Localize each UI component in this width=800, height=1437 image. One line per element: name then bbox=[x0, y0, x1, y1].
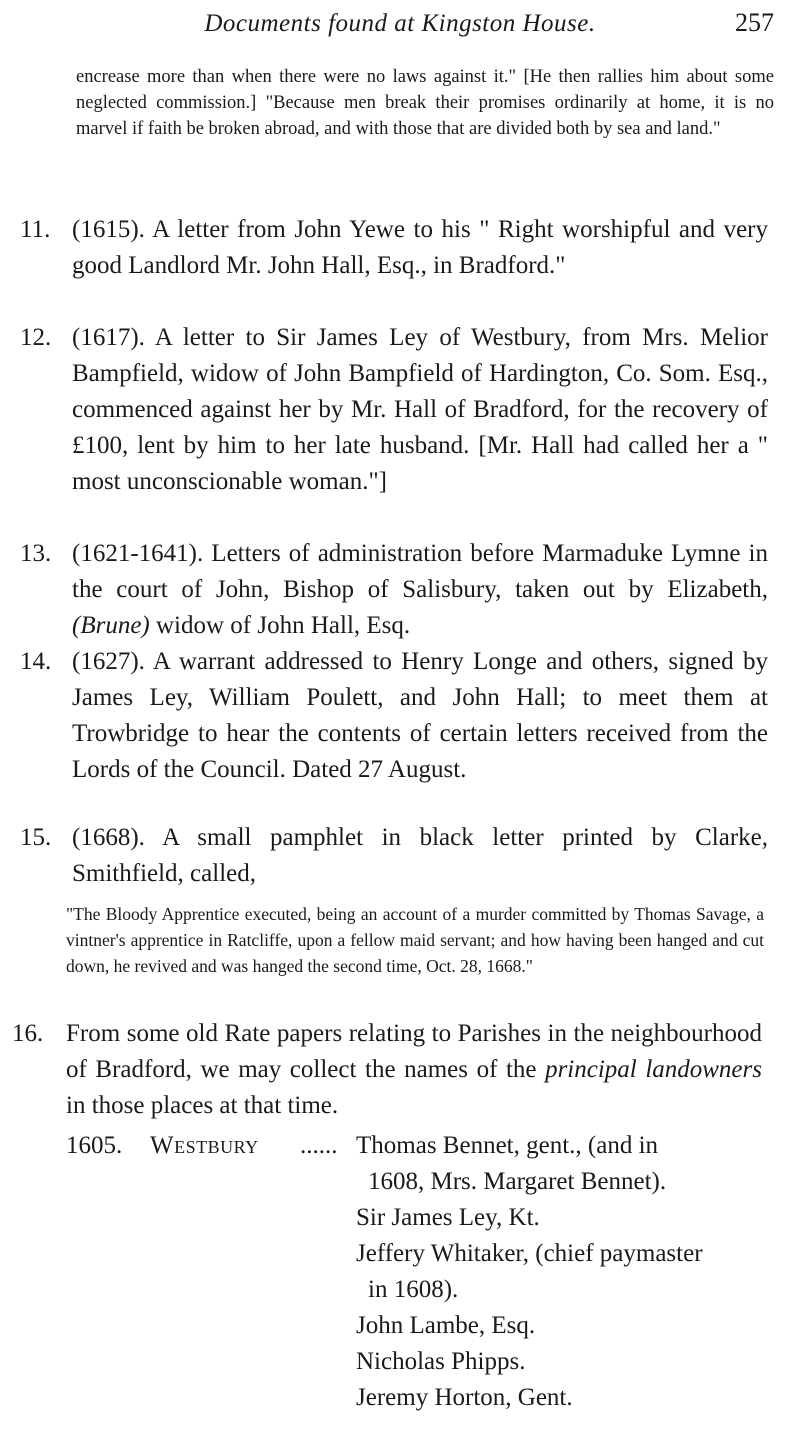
entry-text-part: widow of John Hall, Esq. bbox=[149, 612, 411, 639]
page-number: 257 bbox=[735, 8, 774, 37]
landowner-line: John Lambe, Esq. bbox=[356, 1312, 536, 1339]
pamphlet-quote: "The Bloody Apprentice executed, being an account of a murder committed by Thomas Savage, a vintner's apprentice in Ratcliffe, upon a fellow maid servant; and how having been hanged and cut down, he revived and was hanged the second time, Oct. 28, 1668." bbox=[66, 904, 764, 976]
landowner-item bbox=[356, 1308, 768, 1344]
entry-text-part: (1621-1641). Letters of administration before Marmaduke Lymne in the court of John, Bishop of Salisbury, taken out by Elizabeth, bbox=[72, 540, 768, 603]
continuation-paragraph: encrease more than when there were no laws against it." [He then rallies him about some neglected commission.] "Because men break their promises ordinarily at home, it is no marvel if faith be broken abroad, and with those that are divided both by sea and land." bbox=[76, 67, 774, 139]
entry-text: (1617). A letter to Sir James Ley of Westbury, from Mrs. Melior Bampfield, widow of John Bampfield of Hardington, Co. Som. Esq., commenced against her by Mr. Hall of Bradford, for the recovery of £100, lent by him to her late husband. [Mr. Hall had called her a " most unconscionable woman."] bbox=[72, 324, 768, 495]
entry-text: (1627). A warrant addressed to Henry Longe and others, signed by James Ley, William Poulett, and John Hall; to meet them at Trowbridge to hear the contents of certain letters received from the Lords of the Council. Dated 27 August. bbox=[72, 648, 768, 783]
entry-text-part: in those places at that time. bbox=[66, 1092, 339, 1119]
landowner-item bbox=[356, 1200, 768, 1236]
entry-text-italic: (Brune) bbox=[72, 612, 150, 639]
entry-text: (1615). A letter from John Yewe to his " Right worshipful and very good Landlord Mr. John Hall, Esq., in Bradford." bbox=[72, 216, 768, 279]
rate-place: Westbury bbox=[150, 1132, 259, 1159]
entry-number: 13. bbox=[20, 540, 52, 567]
entry-number: 14. bbox=[20, 648, 52, 675]
entry-number: 15. bbox=[20, 824, 52, 851]
landowner-item bbox=[356, 1236, 768, 1308]
landowner-item bbox=[356, 1344, 768, 1380]
running-head bbox=[0, 6, 800, 46]
entry-text-part: From some old Rate papers relating to Parishes in the neighbourhood of Bradford, we may collect the names of the bbox=[66, 1020, 762, 1083]
landowner-line: in 1608). bbox=[368, 1276, 459, 1303]
landowner-list bbox=[356, 1128, 768, 1416]
entry-number: 11. bbox=[20, 216, 51, 243]
rate-year: 1605. bbox=[66, 1132, 123, 1159]
landowner-line: Thomas Bennet, gent., (and in bbox=[356, 1132, 659, 1159]
landowner-line: Nicholas Phipps. bbox=[356, 1348, 526, 1375]
running-title: Documents found at Kingston House. bbox=[204, 10, 596, 37]
entry-text: (1668). A small pamphlet in black letter printed by Clarke, Smithfield, called, bbox=[72, 824, 768, 887]
landowner-line: Sir James Ley, Kt. bbox=[356, 1204, 540, 1231]
landowner-line: Jeffery Whitaker, (chief paymaster bbox=[356, 1240, 703, 1267]
entry-text-italic: principal landowners bbox=[545, 1056, 762, 1083]
landowner-item bbox=[356, 1380, 768, 1416]
landowner-line: 1608, Mrs. Margaret Bennet). bbox=[368, 1168, 667, 1195]
entry-number: 16. bbox=[12, 1020, 44, 1047]
entry-number: 12. bbox=[20, 324, 52, 351]
landowner-item bbox=[356, 1128, 768, 1200]
landowner-line: Jeremy Horton, Gent. bbox=[356, 1384, 573, 1411]
rate-leader-dots: ...... bbox=[300, 1132, 338, 1159]
entry-text bbox=[66, 1016, 762, 1124]
entry-text bbox=[72, 536, 768, 644]
